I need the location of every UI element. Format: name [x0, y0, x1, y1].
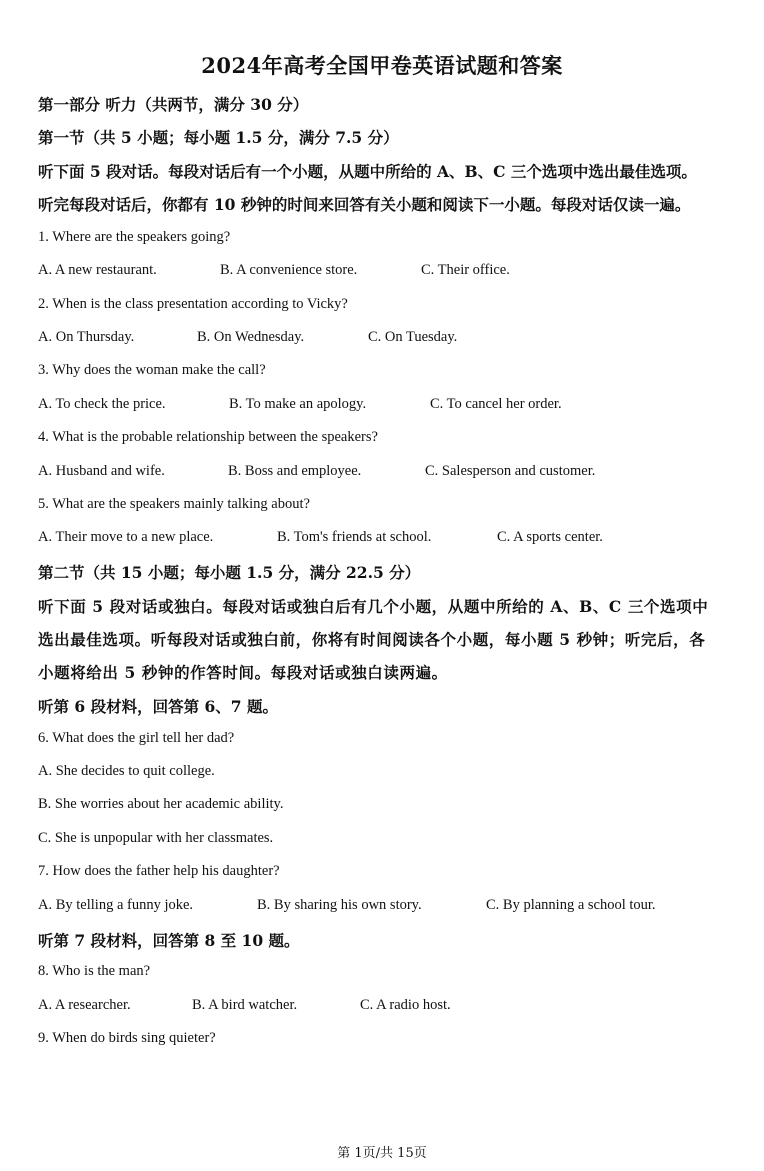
document-title: 2024年高考全国甲卷英语试题和答案: [201, 53, 563, 78]
question-5-option-b: B. Tom's friends at school.: [277, 529, 432, 545]
section2-instruction-line-2: 选出最佳选项。听每段对话或独白前，你将有时间阅读各个小题，每小题 5 秒钟；听完后，各: [38, 630, 706, 649]
section1-instruction-line-1: 听下面 5 段对话。每段对话后有一个小题，从题中所给的 A、B、C 三个选项中选出最佳选项。: [38, 162, 697, 181]
question-3: 3. Why does the woman make the call?: [38, 362, 266, 378]
question-7-option-c: C. By planning a school tour.: [486, 897, 656, 913]
question-3-option-c: C. To cancel her order.: [430, 396, 562, 412]
page-footer: 第 1页/共 15页: [337, 1146, 427, 1161]
question-2-option-c: C. On Tuesday.: [368, 329, 458, 345]
question-6-option-c: C. She is unpopular with her classmates.: [38, 830, 274, 846]
question-4-option-a: A. Husband and wife.: [38, 463, 165, 479]
section1-heading: 第一节（共 5 小题；每小题 1.5 分，满分 7.5 分）: [38, 128, 399, 147]
question-2: 2. When is the class presentation according to Vicky?: [38, 296, 348, 312]
question-9: 9. When do birds sing quieter?: [38, 1030, 216, 1046]
question-1: 1. Where are the speakers going?: [38, 229, 231, 245]
section1-instruction-line-2: 听完每段对话后，你都有 10 秒钟的时间来回答有关小题和阅读下一小题。每段对话仅读一遍。: [38, 195, 691, 214]
question-5-option-a: A. Their move to a new place.: [38, 529, 214, 545]
question-6-option-b: B. She worries about her academic ability.: [38, 796, 284, 812]
question-6: 6. What does the girl tell her dad?: [38, 730, 235, 746]
question-2-option-b: B. On Wednesday.: [197, 329, 305, 345]
question-8-option-c: C. A radio host.: [360, 997, 451, 1013]
part1-heading: 第一部分 听力（共两节，满分 30 分）: [38, 95, 309, 114]
question-2-option-a: A. On Thursday.: [38, 329, 135, 345]
question-1-option-b: B. A convenience store.: [220, 262, 358, 278]
section2-instruction-line-3: 小题将给出 5 秒钟的作答时间。每段对话或独白读两遍。: [38, 663, 448, 682]
section2-instruction-line-1: 听下面 5 段对话或独白。每段对话或独白后有几个小题，从题中所给的 A、B、C 三个选项中: [38, 597, 709, 616]
question-6-option-a: A. She decides to quit college.: [38, 763, 215, 779]
question-7-option-b: B. By sharing his own story.: [257, 897, 422, 913]
question-1-option-c: C. Their office.: [421, 262, 510, 278]
question-5: 5. What are the speakers mainly talking about?: [38, 496, 310, 512]
question-7: 7. How does the father help his daughter?: [38, 863, 280, 879]
question-1-option-a: A. A new restaurant.: [38, 262, 157, 278]
question-5-option-c: C. A sports center.: [497, 529, 603, 545]
material-7-heading: 听第 7 段材料，回答第 8 至 10 题。: [38, 931, 300, 950]
question-3-option-b: B. To make an apology.: [229, 396, 367, 412]
material-6-heading: 听第 6 段材料，回答第 6、7 题。: [38, 697, 278, 716]
question-8-option-a: A. A researcher.: [38, 997, 131, 1013]
question-7-option-a: A. By telling a funny joke.: [38, 897, 194, 913]
question-4-option-b: B. Boss and employee.: [228, 463, 362, 479]
question-3-option-a: A. To check the price.: [38, 396, 166, 412]
question-8: 8. Who is the man?: [38, 963, 151, 979]
question-4: 4. What is the probable relationship between the speakers?: [38, 429, 378, 445]
question-4-option-c: C. Salesperson and customer.: [425, 463, 596, 479]
question-8-option-b: B. A bird watcher.: [192, 997, 298, 1013]
section2-heading: 第二节（共 15 小题；每小题 1.5 分，满分 22.5 分）: [38, 563, 421, 582]
